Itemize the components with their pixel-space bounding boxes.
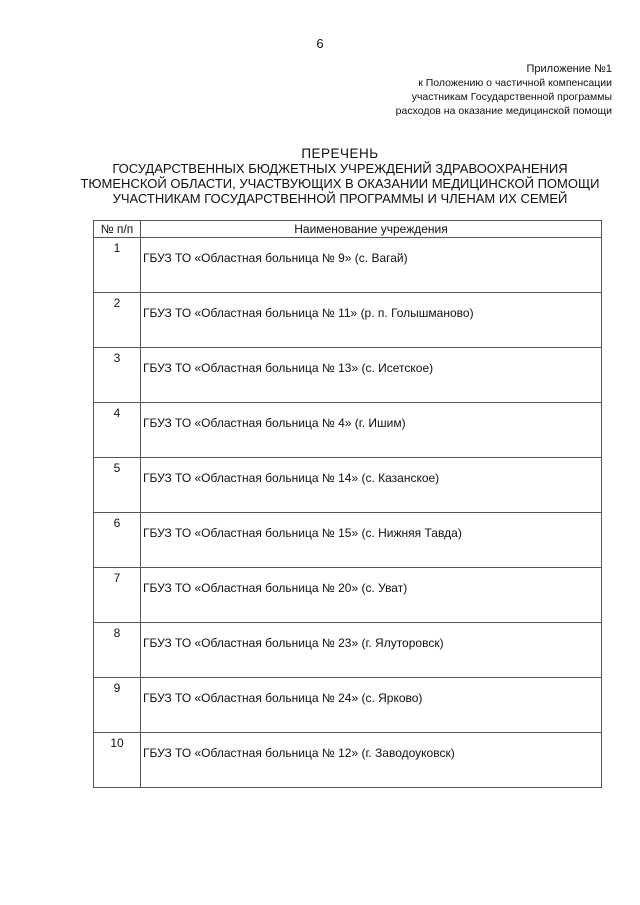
institution-name: ГБУЗ ТО «Областная больница № 9» (с. Вагай): [141, 238, 602, 293]
institution-name: ГБУЗ ТО «Областная больница № 4» (г. Ишим): [141, 403, 602, 458]
table-row: [94, 458, 602, 513]
institution-name: ГБУЗ ТО «Областная больница № 13» (с. Исетское): [141, 348, 602, 403]
document-title: ПЕРЕЧЕНЬ: [301, 146, 379, 161]
institution-name: ГБУЗ ТО «Областная больница № 12» (г. Заводоуковск): [141, 733, 602, 788]
row-number: 6: [94, 513, 141, 568]
row-number: 1: [94, 238, 141, 293]
institution-name: ГБУЗ ТО «Областная больница № 14» (с. Казанское): [141, 458, 602, 513]
heading-line-3: УЧАСТНИКАМ ГОСУДАРСТВЕННОЙ ПРОГРАММЫ И ЧЛЕНАМ ИХ СЕМЕЙ: [112, 191, 568, 206]
column-header-number: № п/п: [94, 221, 141, 238]
document-heading: [80, 146, 600, 206]
table-row: [94, 733, 602, 788]
institution-name: ГБУЗ ТО «Областная больница № 20» (с. Уват): [141, 568, 602, 623]
table-row: [94, 293, 602, 348]
row-number: 8: [94, 623, 141, 678]
row-number: 9: [94, 678, 141, 733]
table-row: [94, 348, 602, 403]
heading-line-1: ГОСУДАРСТВЕННЫХ БЮДЖЕТНЫХ УЧРЕЖДЕНИЙ ЗДРАВООХРАНЕНИЯ: [112, 161, 568, 176]
table-row: [94, 678, 602, 733]
row-number: 2: [94, 293, 141, 348]
appendix-line-4: расходов на оказание медицинской помощи: [395, 105, 612, 117]
appendix-line-2: к Положению о частичной компенсации: [418, 77, 612, 89]
institution-name: ГБУЗ ТО «Областная больница № 23» (г. Ялуторовск): [141, 623, 602, 678]
appendix-line-1: Приложение №1: [526, 63, 612, 75]
row-number: 5: [94, 458, 141, 513]
table-row: [94, 623, 602, 678]
column-header-name: Наименование учреждения: [141, 221, 602, 238]
institution-name: ГБУЗ ТО «Областная больница № 24» (с. Ярково): [141, 678, 602, 733]
institution-name: ГБУЗ ТО «Областная больница № 11» (р. п. Голышманово): [141, 293, 602, 348]
table-row: [94, 568, 602, 623]
heading-line-2: ТЮМЕНСКОЙ ОБЛАСТИ, УЧАСТВУЮЩИХ В ОКАЗАНИИ МЕДИЦИНСКОЙ ПОМОЩИ: [80, 176, 600, 191]
institutions-table: [93, 220, 602, 788]
table-header-row: [94, 221, 602, 238]
row-number: 10: [94, 733, 141, 788]
table-row: [94, 513, 602, 568]
row-number: 3: [94, 348, 141, 403]
table-body: [94, 238, 602, 788]
page-number: 6: [316, 36, 324, 51]
row-number: 4: [94, 403, 141, 458]
appendix-line-3: участникам Государственной программы: [411, 91, 612, 103]
table-row: [94, 238, 602, 293]
institution-name: ГБУЗ ТО «Областная больница № 15» (с. Нижняя Тавда): [141, 513, 602, 568]
table-row: [94, 403, 602, 458]
appendix-note: [396, 62, 612, 118]
row-number: 7: [94, 568, 141, 623]
